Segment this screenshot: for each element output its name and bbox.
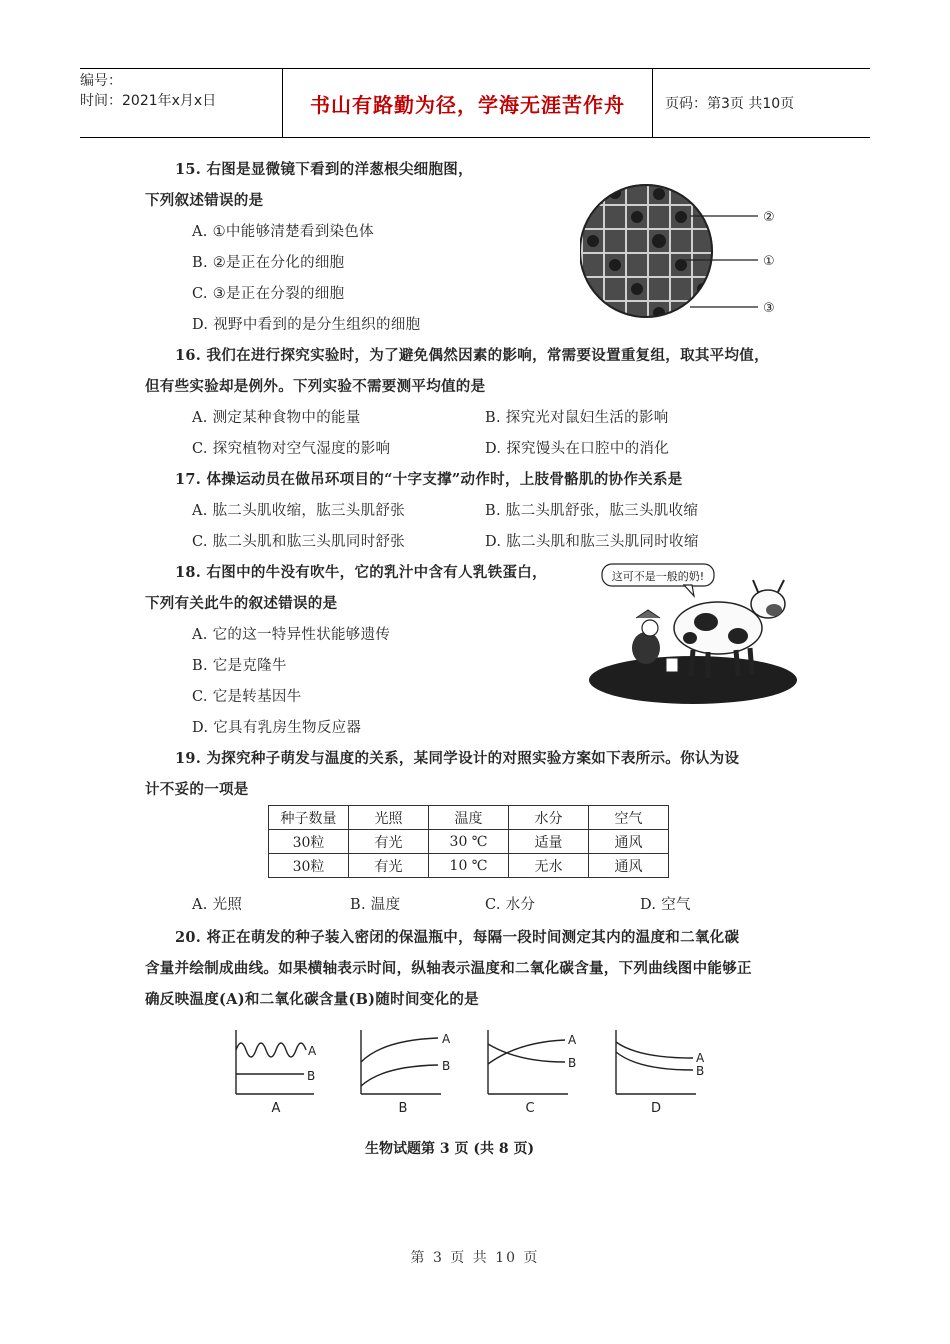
graph-d — [616, 1030, 696, 1094]
graph-a — [236, 1030, 314, 1094]
curve-label-b: B — [442, 1059, 451, 1073]
table-header-row — [269, 806, 669, 830]
q15-option-a: A. ①中能够清楚看到染色体 — [192, 224, 374, 240]
graph-label-d: D — [650, 1101, 662, 1116]
table-row — [269, 854, 669, 878]
curve-label-b: B — [307, 1069, 316, 1083]
scan-page-footer: 生物试题第 3 页 (共 8 页) — [365, 1141, 535, 1157]
q20-stem-3: 确反映温度(A)和二氧化碳含量(B)随时间变化的是 — [145, 991, 479, 1008]
table-cell: 有光 — [349, 854, 429, 878]
table-header-cell: 温度 — [429, 806, 509, 830]
q15-option-d: D. 视野中看到的是分生组织的细胞 — [192, 317, 421, 333]
q18-option-b: B. 它是克隆牛 — [192, 658, 287, 674]
curve-label-b: B — [568, 1056, 577, 1070]
curve-graphs — [228, 1028, 748, 1118]
page-header — [80, 68, 870, 138]
table-cell: 30粒 — [269, 830, 349, 854]
curve-label-b: B — [696, 1064, 705, 1078]
microscope-cell-image — [580, 176, 790, 326]
table-cell: 有光 — [349, 830, 429, 854]
table-cell: 通风 — [589, 854, 669, 878]
header-date: 时间：2021年x月x日 — [80, 93, 217, 109]
q18-stem: 18. 右图中的牛没有吹牛，它的乳汁中含有人乳铁蛋白， — [175, 564, 547, 581]
curve-label-a: A — [442, 1032, 451, 1046]
header-motto: 书山有路勤为径，学海无涯苦作舟 — [282, 69, 653, 137]
table-cell: 无水 — [509, 854, 589, 878]
table-cell: 10 ℃ — [429, 854, 509, 878]
q15-stem: 15. 右图是显微镜下看到的洋葱根尖细胞图， — [175, 161, 473, 178]
q18-option-a: A. 它的这一特异性状能够遗传 — [192, 627, 391, 643]
page-footer: 第 3 页 共 10 页 — [410, 1250, 540, 1266]
q19-stem: 19. 为探究种子萌发与温度的关系，某同学设计的对照实验方案如下表所示。你认为设 — [175, 750, 740, 767]
q17-option-b: B. 肱二头肌舒张，肱三头肌收缩 — [485, 503, 699, 519]
q17-stem: 17. 体操运动员在做吊环项目的“十字支撑”动作时，上肢骨骼肌的协作关系是 — [175, 471, 683, 488]
q19-option-b: B. 温度 — [350, 897, 401, 913]
graph-label-c: C — [525, 1101, 535, 1116]
header-meta — [80, 69, 282, 137]
table-header-cell: 空气 — [589, 806, 669, 830]
label-1: ① — [763, 254, 775, 269]
header-page: 页码：第3页 共10页 — [665, 96, 795, 112]
label-3: ③ — [763, 301, 775, 316]
curve-label-a: A — [568, 1033, 577, 1047]
q19-option-d: D. 空气 — [640, 897, 691, 913]
curve-label-a: A — [696, 1051, 705, 1065]
table-header-cell: 种子数量 — [269, 806, 349, 830]
q20-stem: 20. 将正在萌发的种子装入密闭的保温瓶中，每隔一段时间测定其内的温度和二氧化碳 — [175, 929, 740, 946]
q16-stem-2: 但有些实验却是例外。下列实验不需要测平均值的是 — [145, 378, 486, 395]
cow-illustration — [588, 558, 808, 708]
q16-option-c: C. 探究植物对空气湿度的影响 — [192, 441, 391, 457]
q18-option-d: D. 它具有乳房生物反应器 — [192, 720, 362, 736]
graph-c — [488, 1030, 568, 1094]
label-2: ② — [763, 210, 775, 225]
q19-option-a: A. 光照 — [192, 897, 243, 913]
exam-scan — [140, 150, 830, 1180]
q19-option-c: C. 水分 — [485, 897, 536, 913]
q15-option-b: B. ②是正在分化的细胞 — [192, 255, 345, 271]
header-number: 编号： — [80, 73, 122, 89]
q17-option-a: A. 肱二头肌收缩，肱三头肌舒张 — [192, 503, 405, 519]
q15-option-c: C. ③是正在分裂的细胞 — [192, 286, 345, 302]
q18-option-c: C. 它是转基因牛 — [192, 689, 302, 705]
table-row — [269, 830, 669, 854]
table-cell: 30 ℃ — [429, 830, 509, 854]
q18-stem-2: 下列有关此牛的叙述错误的是 — [145, 595, 338, 612]
table-header-cell: 水分 — [509, 806, 589, 830]
table-cell: 30粒 — [269, 854, 349, 878]
table-cell: 适量 — [509, 830, 589, 854]
q17-option-c: C. 肱二头肌和肱三头肌同时舒张 — [192, 534, 406, 550]
q20-stem-2: 含量并绘制成曲线。如果横轴表示时间，纵轴表示温度和二氧化碳含量，下列曲线图中能够正 — [145, 960, 752, 977]
table-header-cell: 光照 — [349, 806, 429, 830]
q17-option-d: D. 肱二头肌和肱三头肌同时收缩 — [485, 534, 699, 550]
table-cell: 通风 — [589, 830, 669, 854]
speech-bubble-text: 这可不是一般的奶! — [611, 570, 705, 583]
graph-label-b: B — [398, 1101, 408, 1116]
q15-stem-2: 下列叙述错误的是 — [145, 192, 264, 209]
q16-option-a: A. 测定某种食物中的能量 — [192, 410, 361, 426]
graph-label-a: A — [271, 1101, 281, 1116]
graph-b — [361, 1030, 441, 1094]
q16-option-b: B. 探究光对鼠妇生活的影响 — [485, 410, 669, 426]
q16-stem: 16. 我们在进行探究实验时，为了避免偶然因素的影响，常需要设置重复组，取其平均值， — [175, 347, 769, 364]
experiment-table — [268, 805, 669, 878]
q19-stem-2: 计不妥的一项是 — [145, 781, 249, 798]
q16-option-d: D. 探究馒头在口腔中的消化 — [485, 441, 670, 457]
curve-label-a: A — [308, 1044, 317, 1058]
